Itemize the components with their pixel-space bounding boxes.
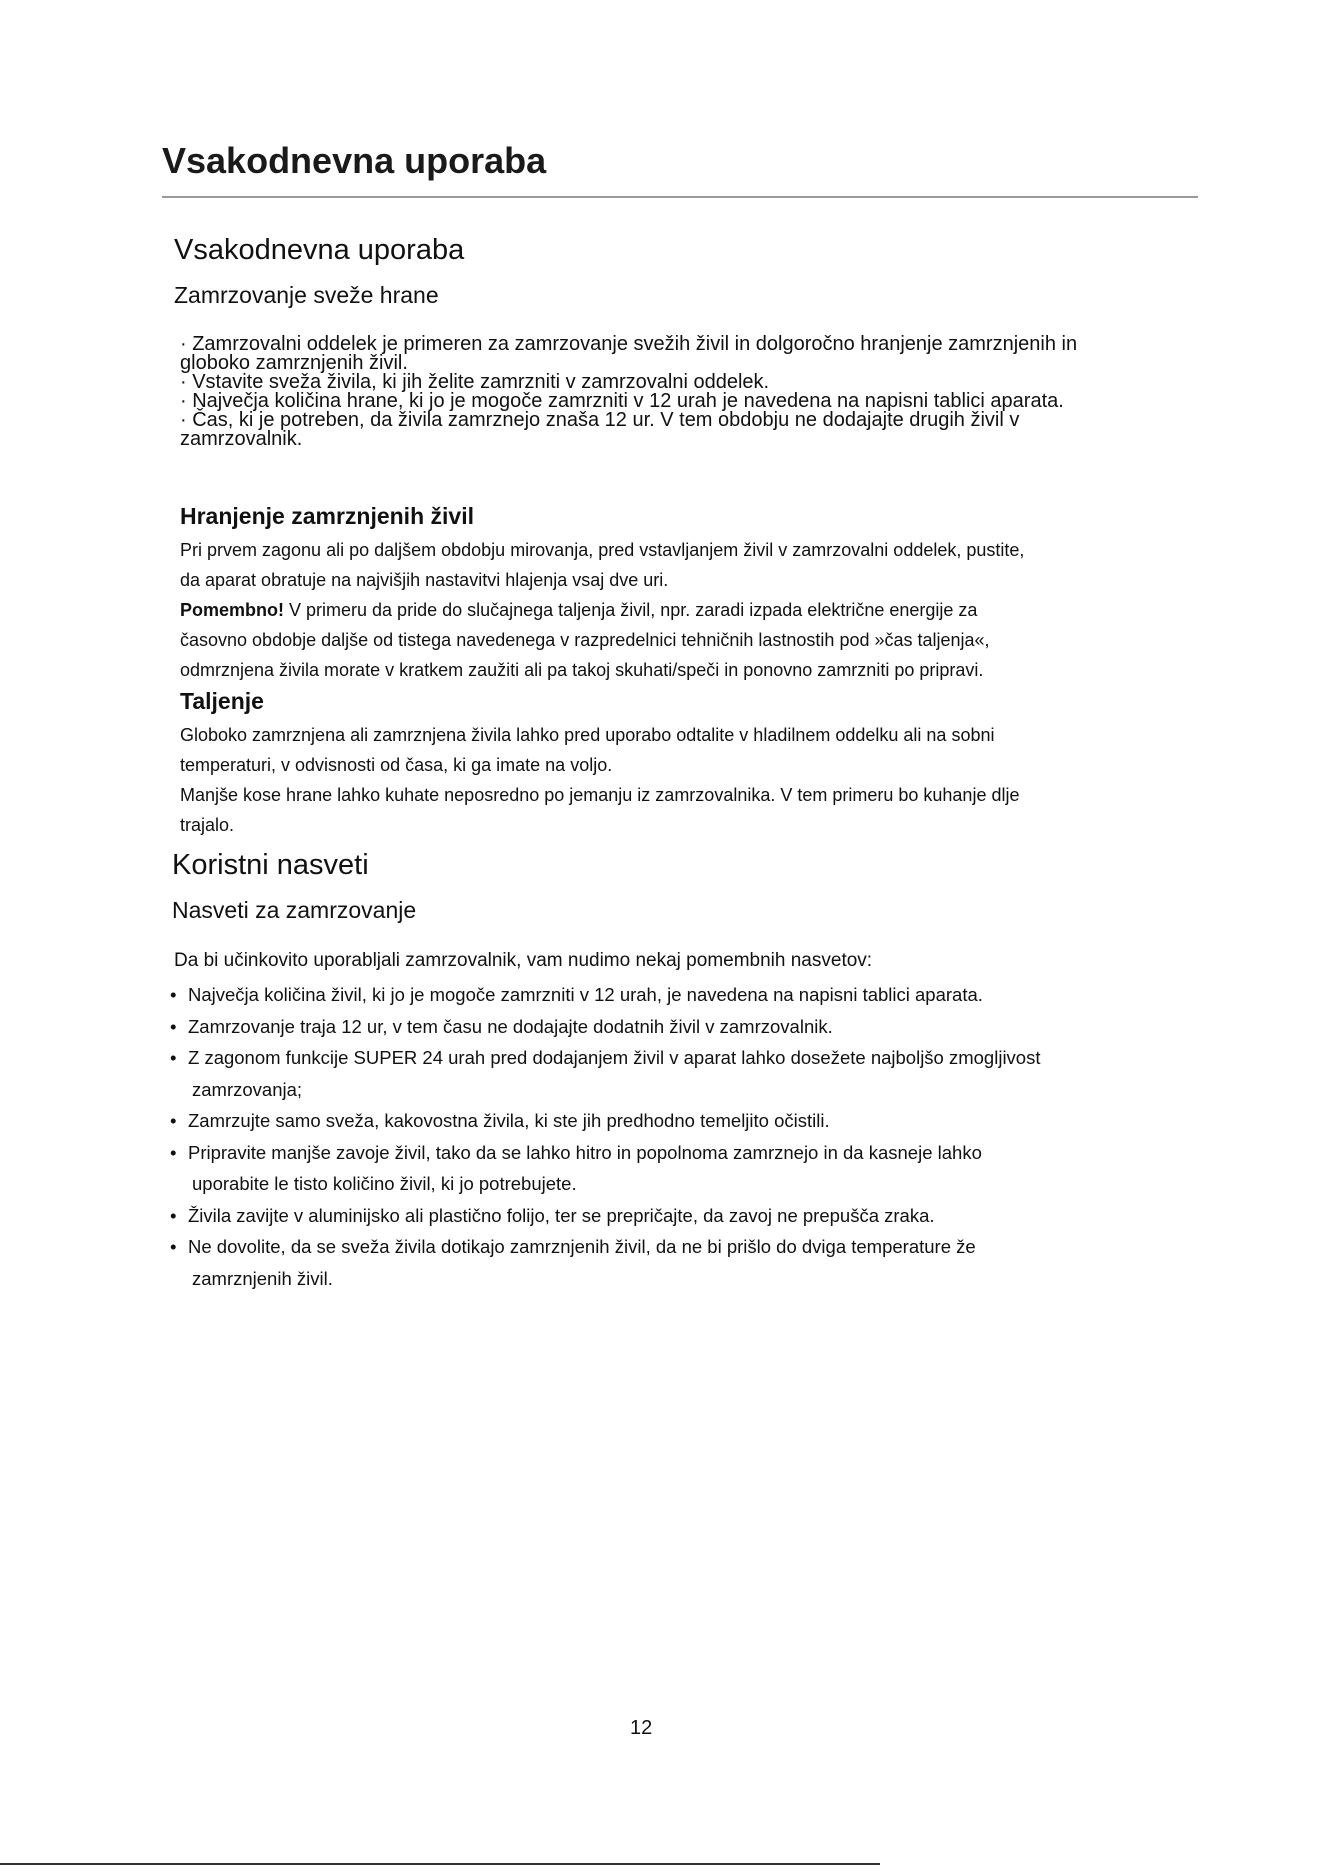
text-line: Z zagonom funkcije SUPER 24 urah pred dodajanjem živil v aparat lahko dosežete najboljšo zmogljivost <box>188 1047 1041 1068</box>
tips-list <box>170 979 1200 1294</box>
subheading-freezing-fresh: Zamrzovanje sveže hrane <box>174 282 439 308</box>
list-item <box>170 1231 1200 1294</box>
bullet: • <box>170 1236 177 1257</box>
text-line: uporabite le tisto količino živil, ki jo potrebujete. <box>192 1173 577 1194</box>
important-label: Pomembno! <box>180 600 285 620</box>
tips-intro: Da bi učinkovito uporabljali zamrzovalnik, vam nudimo nekaj pomembnih nasvetov: <box>174 950 873 971</box>
text-line: zamrzovanja; <box>192 1078 303 1100</box>
section-heading-thawing: Taljenje <box>180 688 264 714</box>
subheading-freezing-tips: Nasveti za zamrzovanje <box>172 897 417 923</box>
text-line: · Zamrzovalni oddelek je primeren za zamrzovanje svežih živil in dolgoročno hranjenje zamrznjenih in <box>180 333 1078 355</box>
bullet: • <box>170 1110 177 1131</box>
text-line: Pripravite manjše zavoje živil, tako da se lahko hitro in popolnoma zamrznejo in da kasneje lahko <box>188 1141 982 1163</box>
text-line: zamrzovalnik. <box>180 428 303 450</box>
list-item <box>170 1105 1200 1137</box>
section-heading-storage: Hranjenje zamrznjenih živil <box>180 503 474 529</box>
list-item <box>170 1042 1200 1105</box>
freezing-fresh-text <box>180 335 1200 449</box>
text-line: Manjše kose hrane lahko kuhate neposredno po jemanju iz zamrzovalnika. V tem primeru bo kuhanje dlje <box>180 785 1020 805</box>
text-line: Živila zavijte v aluminijsko ali plastično folijo, ter se prepričajte, da zavoj ne prepušča zraka. <box>188 1204 935 1226</box>
list-item <box>170 1200 1200 1232</box>
bullet: • <box>170 1015 177 1037</box>
page-title: Vsakodnevna uporaba <box>162 140 547 181</box>
text-line: odmrznjena živila morate v kratkem zaužiti ali pa takoj skuhati/speči in ponovno zamrzniti po pripravi. <box>180 660 984 680</box>
bullet: • <box>170 984 177 1005</box>
text-line: · Največja količina hrane, ki jo je mogoče zamrzniti v 12 urah je navedena na napisni tablici aparata. <box>180 390 1064 412</box>
text-line: · Čas, ki je potreben, da živila zamrznejo znaša 12 ur. V tem obdobju ne dodajajte drugih živil v <box>180 409 1020 431</box>
page-number: 12 <box>630 1717 653 1739</box>
text-line: Ne dovolite, da se sveža živila dotikajo zamrznjenih živil, da ne bi prišlo do dviga temperature že <box>188 1236 976 1257</box>
text-line: Največja količina živil, ki jo je mogoče zamrzniti v 12 urah, je navedena na napisni tablici aparata. <box>188 984 983 1005</box>
storage-text <box>180 535 1200 685</box>
text-line: da aparat obratuje na najvišjih nastavitvi hlajenja vsaj dve uri. <box>180 570 669 590</box>
text-line: časovno obdobje daljše od tistega navedenega v razpredelnici tehničnih lastnostih pod »čas taljenja«, <box>180 630 990 650</box>
text-line: globoko zamrznjenih živil. <box>180 352 408 374</box>
list-item <box>170 979 1200 1011</box>
text-line: temperaturi, v odvisnosti od časa, ki ga imate na voljo. <box>180 755 613 775</box>
bullet: • <box>170 1047 177 1068</box>
important-text: V primeru da pride do slučajnega taljenja živil, npr. zaradi izpada električne energije za <box>284 600 978 620</box>
section-heading-tips: Koristni nasveti <box>172 849 369 881</box>
list-item <box>170 1137 1200 1200</box>
bullet: • <box>170 1141 177 1163</box>
text-line: Zamrzujte samo sveža, kakovostna živila, ki ste jih predhodno temeljito očistili. <box>188 1110 830 1131</box>
important-line <box>180 595 1200 625</box>
text-line: Globoko zamrznjena ali zamrznjena živila lahko pred uporabo odtalite v hladilnem oddelku ali na sobni <box>180 725 995 745</box>
text-line: · Vstavite sveža živila, ki jih želite zamrzniti v zamrzovalni oddelek. <box>180 371 770 393</box>
bullet: • <box>170 1204 177 1226</box>
list-item <box>170 1011 1200 1043</box>
text-line: zamrznjenih živil. <box>192 1267 333 1289</box>
thawing-text <box>180 720 1200 840</box>
section-heading-everyday: Vsakodnevna uporaba <box>174 234 465 266</box>
title-divider <box>162 196 1198 198</box>
text-line: trajalo. <box>180 815 235 835</box>
footer-rule <box>0 1863 880 1865</box>
text-line: Pri prvem zagonu ali po daljšem obdobju mirovanja, pred vstavljanjem živil v zamrzovalni oddelek, pustite, <box>180 540 1025 560</box>
text-line: Zamrzovanje traja 12 ur, v tem času ne dodajajte dodatnih živil v zamrzovalnik. <box>188 1015 833 1037</box>
